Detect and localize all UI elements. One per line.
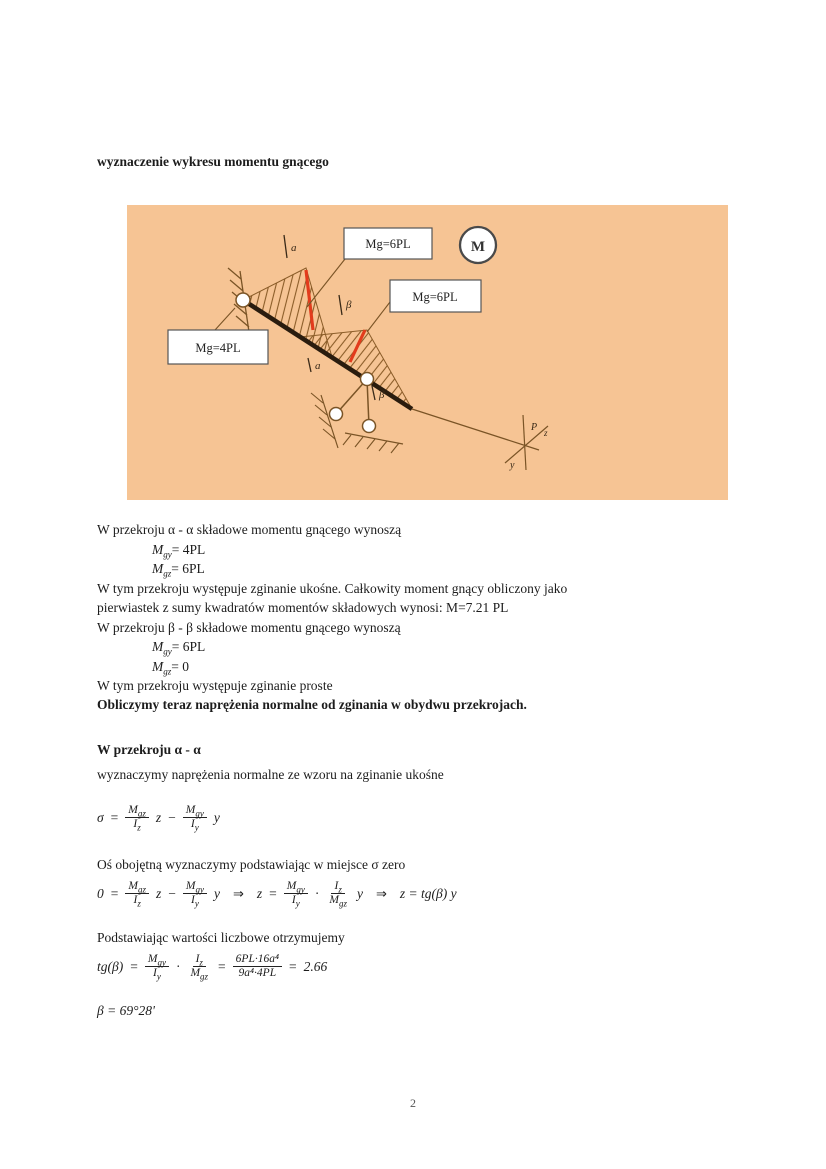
axis-z-label: z (544, 428, 548, 438)
eq3-lhs: tg(β) (97, 958, 124, 974)
eq2-tail: z = tg(β) y (399, 885, 457, 901)
eq1-f1-den-sub: z (137, 822, 141, 833)
eq1-f1-num: M (128, 804, 138, 816)
eq2-f1-den: I (133, 894, 138, 907)
eq1-f2-den-sub: y (194, 822, 199, 833)
eq3-frac3 (233, 953, 282, 980)
eq2-frac4 (326, 880, 350, 907)
eq2-f4-num-sub: z (338, 884, 342, 895)
pin-support-joint (236, 293, 250, 307)
eq1-var1: z (155, 809, 162, 825)
figure-canvas (127, 205, 728, 500)
eq2-frac3 (284, 880, 308, 907)
moment-a2 (152, 560, 205, 577)
para-line-13: Podstawiając wartości liczbowe otrzymujemy (97, 930, 345, 945)
eq4-text: β = 69°28' (97, 1003, 155, 1018)
moment-a2-sub: gz (163, 568, 172, 579)
eq2-lhs: 0 (97, 885, 104, 901)
eq2-var1: z (155, 885, 162, 901)
eq2-var3: y (356, 885, 363, 901)
eq3-equals-3: = (288, 958, 297, 974)
eq2-var2: y (213, 885, 220, 901)
eq2-f1-num: M (128, 880, 138, 892)
section-b-bottom-label: β (379, 389, 385, 401)
moment-b1-value: = 6PL (171, 639, 206, 654)
label-box-top-text: Mg=6PL (365, 237, 411, 251)
para-line-6: W przekroju β - β składowe momentu gnącego wynoszą (97, 620, 401, 635)
eq3-f1-den: I (152, 967, 157, 980)
eq2-arrow-2: ⇒ (375, 885, 387, 901)
eq2-dot: · (314, 885, 320, 901)
eq2-f4-den-sub: gz (338, 898, 347, 909)
moment-b1-base: M (152, 639, 164, 654)
para-line-4: W tym przekroju występuje zginanie ukośne. Całkowity moment gnący obliczony jako (97, 581, 568, 596)
axis-y-label: y (510, 460, 515, 471)
eq1-equals: = (110, 809, 119, 825)
section-b-top-label: β (346, 299, 352, 311)
moment-diagram-figure (127, 205, 728, 500)
eq2-minus: − (168, 885, 176, 901)
force-p-label: P (531, 422, 538, 433)
eq1-frac1 (125, 804, 149, 831)
section-heading: W przekroju α - α (97, 742, 201, 757)
eq1-f2-den: I (190, 818, 195, 831)
eq2-f2-den-sub: y (194, 898, 199, 909)
page-number: 2 (410, 1096, 416, 1110)
equation-beta-value (97, 1003, 155, 1019)
eq3-f3-den: 9a⁴·4PL (238, 967, 277, 980)
eq2-f4-den: M (329, 894, 339, 907)
eq2-f4-num: I (334, 880, 339, 892)
label-box-top (344, 228, 432, 259)
section-a-bottom-label: a (315, 360, 321, 372)
para-line-12: Oś obojętną wyznaczymy podstawiając w miejsce σ zero (97, 857, 406, 872)
eq2-f2-num: M (185, 880, 196, 892)
moment-a2-base: M (152, 561, 164, 576)
moment-a2-value: = 6PL (171, 561, 205, 576)
eq1-f1-den: I (133, 818, 138, 831)
eq2-f3-den-sub: y (295, 898, 300, 909)
moment-b2-value: = 0 (171, 659, 190, 674)
para-line-9: W tym przekroju występuje zginanie proste (97, 678, 333, 693)
eq3-f2-den-sub: gz (200, 971, 209, 982)
eq1-f2-num-sub: gy (195, 808, 204, 819)
eq3-f1-num: M (147, 953, 158, 965)
equation-tg-beta (97, 953, 327, 980)
eq2-f1-den-sub: z (137, 898, 141, 909)
page-heading: wyznaczenie wykresu momentu gnącego (97, 154, 329, 169)
para-line-10: Obliczymy teraz naprężenia normalne od zginania w obydwu przekrojach. (97, 697, 527, 712)
eq2-f1-num-sub: gz (137, 884, 146, 895)
eq1-frac2 (183, 804, 207, 831)
label-box-right-text: Mg=6PL (412, 290, 458, 304)
eq1-f1-num-sub: gz (137, 808, 146, 819)
moment-b2-sub: gz (163, 666, 172, 677)
equation-neutral-axis (97, 880, 457, 907)
eq2-mid-lhs: z (256, 885, 263, 901)
eq1-var2: y (213, 809, 220, 825)
equation-sigma (97, 804, 220, 831)
eq3-frac1 (145, 953, 169, 980)
eq2-f2-den: I (191, 894, 195, 907)
eq2-frac2 (183, 880, 207, 907)
eq2-f3-num: M (286, 880, 297, 892)
label-box-right (390, 280, 481, 312)
roller-support-circle-2 (363, 420, 376, 433)
para-line-1: W przekroju α - α składowe momentu gnącego wynoszą (97, 522, 402, 537)
para-line-5: pierwiastek z sumy kwadratów momentów składowych wynosi: M=7.21 PL (97, 600, 509, 615)
eq3-frac2 (187, 953, 211, 980)
label-box-left (168, 330, 268, 364)
label-box-left-text: Mg=4PL (195, 341, 241, 355)
roller-support-circle-1 (330, 408, 343, 421)
eq3-f2-den: M (190, 967, 201, 980)
moment-a1-base: M (152, 542, 164, 557)
eq3-result: 2.66 (303, 958, 328, 974)
eq2-equals: = (110, 885, 119, 901)
para-line-11: wyznaczymy naprężenia normalne ze wzoru na zginanie ukośne (97, 767, 444, 782)
eq2-arrow-1: ⇒ (232, 885, 244, 901)
eq3-f2-num-sub: z (199, 957, 203, 968)
eq2-f2-num-sub: gy (195, 884, 204, 895)
eq2-mid-equals: = (269, 885, 277, 901)
eq1-f2-num: M (185, 804, 196, 816)
moment-b1 (152, 638, 205, 655)
eq1-minus: − (168, 809, 176, 825)
section-a-top-label: a (291, 242, 297, 254)
moment-a1-value: = 4PL (171, 542, 206, 557)
eq3-f1-num-sub: gy (157, 957, 166, 968)
eq3-f1-den-sub: y (156, 971, 161, 982)
eq2-f3-den: I (291, 894, 296, 907)
eq3-dot: · (175, 958, 181, 974)
moment-a1-sub: gy (163, 549, 172, 560)
moment-badge-letter: M (470, 239, 486, 255)
moment-b2-base: M (152, 659, 164, 674)
beam-joint-circle (361, 373, 374, 386)
moment-a1 (152, 541, 205, 558)
eq3-f2-num: I (195, 953, 200, 965)
moment-badge (460, 227, 496, 263)
eq3-f3-num: 6PL·16a⁴ (233, 953, 282, 967)
eq1-lhs: σ (97, 809, 104, 825)
moment-b1-sub: gy (163, 646, 172, 657)
eq3-equals-1: = (130, 958, 138, 974)
eq3-equals-2: = (218, 958, 226, 974)
moment-b2 (152, 658, 189, 675)
eq2-frac1 (125, 880, 149, 907)
eq2-f3-num-sub: gy (296, 884, 305, 895)
